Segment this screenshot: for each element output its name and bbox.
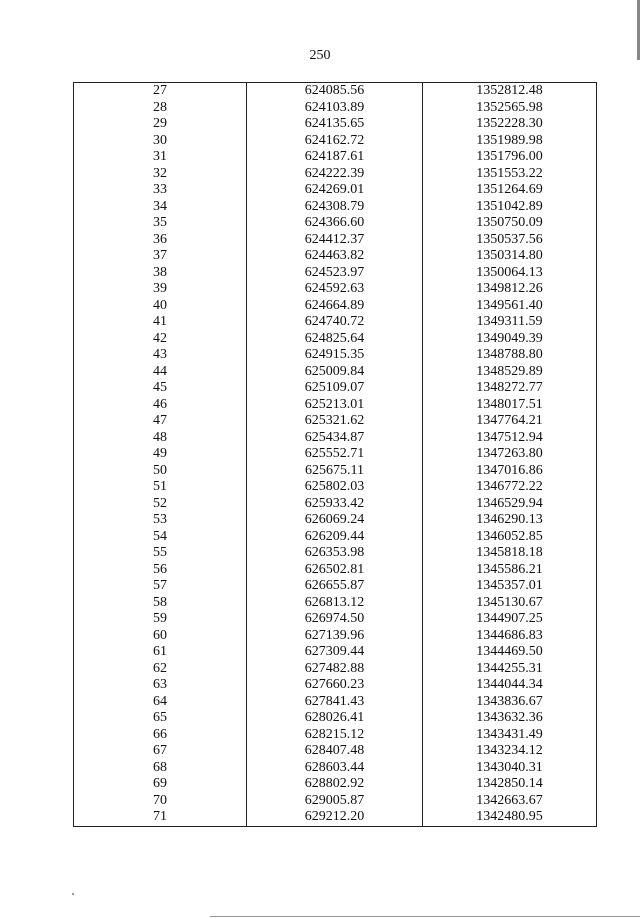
y-coordinate-cell: 1342480.95 [423, 809, 597, 826]
point-number-cell: 27 [74, 83, 247, 100]
table-row [74, 248, 597, 265]
point-number-cell: 32 [74, 166, 247, 183]
y-coordinate-cell: 1349561.40 [423, 298, 597, 315]
y-coordinate-cell: 1344469.50 [423, 644, 597, 661]
y-coordinate-cell: 1351264.69 [423, 182, 597, 199]
point-number-cell: 28 [74, 100, 247, 117]
x-coordinate-cell: 625434.87 [247, 430, 423, 447]
x-coordinate-cell: 624269.01 [247, 182, 423, 199]
x-coordinate-cell: 625933.42 [247, 496, 423, 513]
table-row [74, 100, 597, 117]
table-row [74, 496, 597, 513]
x-coordinate-cell: 627309.44 [247, 644, 423, 661]
point-number-cell: 38 [74, 265, 247, 282]
x-coordinate-cell: 624463.82 [247, 248, 423, 265]
table-row [74, 760, 597, 777]
x-coordinate-cell: 627660.23 [247, 677, 423, 694]
x-coordinate-cell: 629005.87 [247, 793, 423, 810]
x-coordinate-cell: 627139.96 [247, 628, 423, 645]
table-row [74, 314, 597, 331]
y-coordinate-cell: 1343234.12 [423, 743, 597, 760]
y-coordinate-cell: 1346052.85 [423, 529, 597, 546]
y-coordinate-cell: 1345586.21 [423, 562, 597, 579]
table-row [74, 265, 597, 282]
y-coordinate-cell: 1351042.89 [423, 199, 597, 216]
y-coordinate-cell: 1349049.39 [423, 331, 597, 348]
table-row [74, 281, 597, 298]
x-coordinate-cell: 625213.01 [247, 397, 423, 414]
x-coordinate-cell: 624592.63 [247, 281, 423, 298]
point-number-cell: 53 [74, 512, 247, 529]
y-coordinate-cell: 1346529.94 [423, 496, 597, 513]
x-coordinate-cell: 624664.89 [247, 298, 423, 315]
table-row [74, 347, 597, 364]
table-row [74, 562, 597, 579]
y-coordinate-cell: 1346290.13 [423, 512, 597, 529]
x-coordinate-cell: 628603.44 [247, 760, 423, 777]
x-coordinate-cell: 624740.72 [247, 314, 423, 331]
y-coordinate-cell: 1347764.21 [423, 413, 597, 430]
point-number-cell: 33 [74, 182, 247, 199]
y-coordinate-cell: 1352812.48 [423, 83, 597, 100]
table-row [74, 364, 597, 381]
table-row [74, 793, 597, 810]
table-row [74, 116, 597, 133]
x-coordinate-cell: 629212.20 [247, 809, 423, 826]
y-coordinate-cell: 1347512.94 [423, 430, 597, 447]
x-coordinate-cell: 625675.11 [247, 463, 423, 480]
x-coordinate-cell: 626655.87 [247, 578, 423, 595]
table-row [74, 397, 597, 414]
point-number-cell: 41 [74, 314, 247, 331]
point-number-cell: 45 [74, 380, 247, 397]
table-row [74, 694, 597, 711]
point-number-cell: 71 [74, 809, 247, 826]
y-coordinate-cell: 1352565.98 [423, 100, 597, 117]
x-coordinate-cell: 625109.07 [247, 380, 423, 397]
point-number-cell: 58 [74, 595, 247, 612]
point-number-cell: 37 [74, 248, 247, 265]
y-coordinate-cell: 1350537.56 [423, 232, 597, 249]
point-number-cell: 44 [74, 364, 247, 381]
table-row [74, 644, 597, 661]
x-coordinate-cell: 624523.97 [247, 265, 423, 282]
y-coordinate-cell: 1345357.01 [423, 578, 597, 595]
point-number-cell: 48 [74, 430, 247, 447]
point-number-cell: 57 [74, 578, 247, 595]
point-number-cell: 39 [74, 281, 247, 298]
y-coordinate-cell: 1345818.18 [423, 545, 597, 562]
y-coordinate-cell: 1342850.14 [423, 776, 597, 793]
x-coordinate-cell: 626813.12 [247, 595, 423, 612]
table-row [74, 710, 597, 727]
y-coordinate-cell: 1345130.67 [423, 595, 597, 612]
point-number-cell: 70 [74, 793, 247, 810]
point-number-cell: 69 [74, 776, 247, 793]
point-number-cell: 63 [74, 677, 247, 694]
table-row [74, 677, 597, 694]
scan-speck [72, 893, 74, 895]
point-number-cell: 50 [74, 463, 247, 480]
table-row [74, 413, 597, 430]
y-coordinate-cell: 1343040.31 [423, 760, 597, 777]
x-coordinate-cell: 626353.98 [247, 545, 423, 562]
point-number-cell: 55 [74, 545, 247, 562]
table-row [74, 149, 597, 166]
point-number-cell: 29 [74, 116, 247, 133]
x-coordinate-cell: 624915.35 [247, 347, 423, 364]
y-coordinate-cell: 1348272.77 [423, 380, 597, 397]
table-row [74, 545, 597, 562]
x-coordinate-cell: 627841.43 [247, 694, 423, 711]
point-number-cell: 40 [74, 298, 247, 315]
table-row [74, 298, 597, 315]
point-number-cell: 64 [74, 694, 247, 711]
table-row [74, 578, 597, 595]
y-coordinate-cell: 1344044.34 [423, 677, 597, 694]
y-coordinate-cell: 1348529.89 [423, 364, 597, 381]
point-number-cell: 51 [74, 479, 247, 496]
table-row [74, 512, 597, 529]
y-coordinate-cell: 1348017.51 [423, 397, 597, 414]
table-row [74, 628, 597, 645]
x-coordinate-cell: 628802.92 [247, 776, 423, 793]
point-number-cell: 49 [74, 446, 247, 463]
x-coordinate-cell: 624162.72 [247, 133, 423, 150]
point-number-cell: 43 [74, 347, 247, 364]
point-number-cell: 31 [74, 149, 247, 166]
x-coordinate-cell: 624085.56 [247, 83, 423, 100]
point-number-cell: 30 [74, 133, 247, 150]
y-coordinate-cell: 1350314.80 [423, 248, 597, 265]
point-number-cell: 36 [74, 232, 247, 249]
y-coordinate-cell: 1342663.67 [423, 793, 597, 810]
point-number-cell: 52 [74, 496, 247, 513]
coordinate-table-body [74, 83, 597, 827]
x-coordinate-cell: 624412.37 [247, 232, 423, 249]
point-number-cell: 59 [74, 611, 247, 628]
point-number-cell: 67 [74, 743, 247, 760]
y-coordinate-cell: 1347016.86 [423, 463, 597, 480]
coordinate-table [73, 82, 597, 827]
y-coordinate-cell: 1346772.22 [423, 479, 597, 496]
y-coordinate-cell: 1350750.09 [423, 215, 597, 232]
y-coordinate-cell: 1351989.98 [423, 133, 597, 150]
x-coordinate-cell: 625009.84 [247, 364, 423, 381]
point-number-cell: 54 [74, 529, 247, 546]
y-coordinate-cell: 1352228.30 [423, 116, 597, 133]
y-coordinate-cell: 1351553.22 [423, 166, 597, 183]
point-number-cell: 61 [74, 644, 247, 661]
table-row [74, 611, 597, 628]
x-coordinate-cell: 624825.64 [247, 331, 423, 348]
y-coordinate-cell: 1350064.13 [423, 265, 597, 282]
x-coordinate-cell: 628407.48 [247, 743, 423, 760]
x-coordinate-cell: 626502.81 [247, 562, 423, 579]
x-coordinate-cell: 626974.50 [247, 611, 423, 628]
x-coordinate-cell: 628026.41 [247, 710, 423, 727]
point-number-cell: 68 [74, 760, 247, 777]
x-coordinate-cell: 627482.88 [247, 661, 423, 678]
point-number-cell: 66 [74, 727, 247, 744]
point-number-cell: 56 [74, 562, 247, 579]
point-number-cell: 35 [74, 215, 247, 232]
table-row [74, 199, 597, 216]
table-row [74, 215, 597, 232]
table-row [74, 83, 597, 100]
table-row [74, 595, 597, 612]
table-row [74, 182, 597, 199]
scan-bottom-rule [210, 916, 640, 917]
page-number: 250 [309, 48, 331, 63]
x-coordinate-cell: 625321.62 [247, 413, 423, 430]
table-row [74, 479, 597, 496]
x-coordinate-cell: 625552.71 [247, 446, 423, 463]
table-row [74, 331, 597, 348]
table-row [74, 743, 597, 760]
y-coordinate-cell: 1344907.25 [423, 611, 597, 628]
table-row [74, 446, 597, 463]
y-coordinate-cell: 1344255.31 [423, 661, 597, 678]
table-row [74, 166, 597, 183]
table-row [74, 661, 597, 678]
table-row [74, 809, 597, 826]
x-coordinate-cell: 624222.39 [247, 166, 423, 183]
y-coordinate-cell: 1351796.00 [423, 149, 597, 166]
point-number-cell: 42 [74, 331, 247, 348]
y-coordinate-cell: 1344686.83 [423, 628, 597, 645]
table-row [74, 727, 597, 744]
table-row [74, 529, 597, 546]
point-number-cell: 46 [74, 397, 247, 414]
table-row [74, 463, 597, 480]
x-coordinate-cell: 624187.61 [247, 149, 423, 166]
x-coordinate-cell: 624308.79 [247, 199, 423, 216]
y-coordinate-cell: 1343632.36 [423, 710, 597, 727]
point-number-cell: 47 [74, 413, 247, 430]
x-coordinate-cell: 628215.12 [247, 727, 423, 744]
table-row [74, 380, 597, 397]
table-row [74, 430, 597, 447]
y-coordinate-cell: 1349311.59 [423, 314, 597, 331]
table-row [74, 776, 597, 793]
point-number-cell: 65 [74, 710, 247, 727]
x-coordinate-cell: 624135.65 [247, 116, 423, 133]
y-coordinate-cell: 1343431.49 [423, 727, 597, 744]
y-coordinate-cell: 1349812.26 [423, 281, 597, 298]
table-row [74, 133, 597, 150]
x-coordinate-cell: 624366.60 [247, 215, 423, 232]
y-coordinate-cell: 1348788.80 [423, 347, 597, 364]
table-row [74, 232, 597, 249]
point-number-cell: 60 [74, 628, 247, 645]
point-number-cell: 62 [74, 661, 247, 678]
x-coordinate-cell: 624103.89 [247, 100, 423, 117]
x-coordinate-cell: 626209.44 [247, 529, 423, 546]
x-coordinate-cell: 625802.03 [247, 479, 423, 496]
y-coordinate-cell: 1343836.67 [423, 694, 597, 711]
x-coordinate-cell: 626069.24 [247, 512, 423, 529]
y-coordinate-cell: 1347263.80 [423, 446, 597, 463]
point-number-cell: 34 [74, 199, 247, 216]
